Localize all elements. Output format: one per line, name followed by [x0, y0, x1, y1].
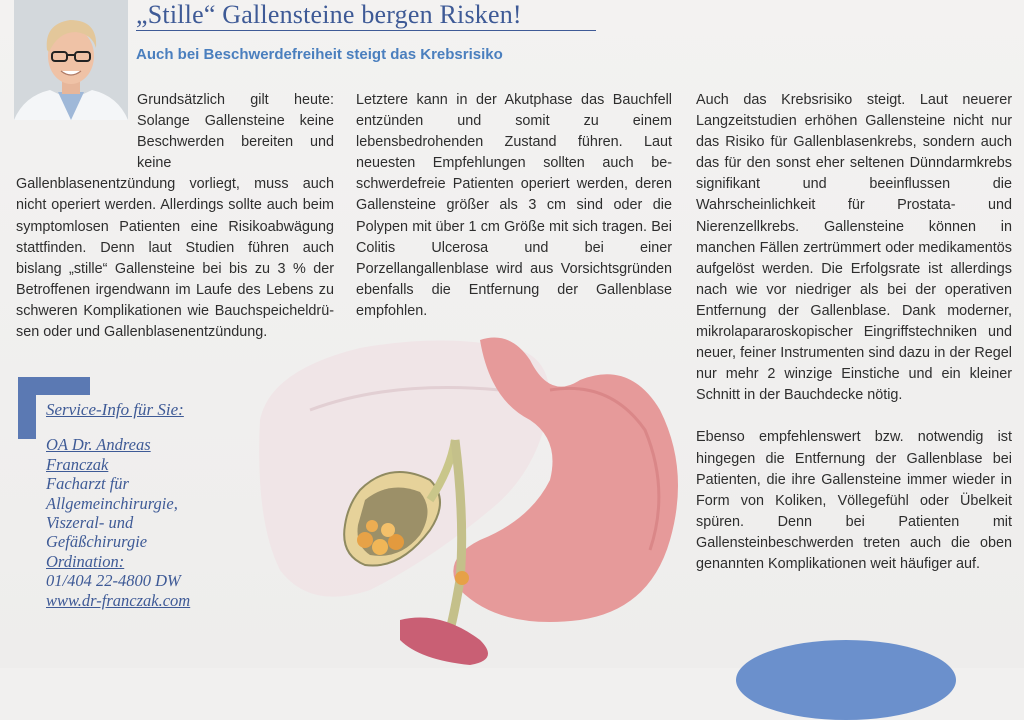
doctor-name-line2: Franczak: [46, 454, 109, 474]
gallbladder-illustration: [250, 320, 700, 668]
website-link[interactable]: www.dr-franczak.com: [46, 590, 191, 610]
decorative-blue-shape: [736, 640, 956, 720]
article-title: „Stille“ Gallensteine bergen Risken!: [136, 0, 522, 29]
text-column-2: [356, 90, 672, 322]
service-info-box: [46, 400, 246, 610]
text-column-1: [16, 90, 334, 343]
doctor-role-line1: Facharzt für: [46, 474, 129, 494]
body-paragraph: Ebenso empfehlenswert bzw. notwendig ist hingegen die Entfernung der Gallenblase bei Patienten, die ihre Gallensteine immer wieder in Form von Koliken, Völlegefühl oder Übelkeit spüren. Denn bei Patienten mit Gallensteinbeschwerden treten auch die oben genannten Komplikationen weit häufiger auf.: [696, 429, 1012, 572]
doctor-role-line2: Allgemeinchirurgie,: [46, 493, 178, 513]
doctor-name-line1: OA Dr. Andreas: [46, 435, 151, 455]
doctor-role-line4: Gefäßchirurgie: [46, 532, 148, 552]
ordination-label: Ordination:: [46, 551, 125, 571]
service-heading: Service-Info für Sie:: [46, 400, 184, 419]
phone-number[interactable]: 01/404 22-4800 DW: [46, 571, 181, 591]
doctor-role-line3: Viszeral- und: [46, 513, 134, 533]
service-accent-bar-side: [18, 377, 36, 439]
article-subtitle: Auch bei Beschwerdefreiheit steigt das Krebsrisiko: [136, 46, 503, 63]
text-column-3: [696, 90, 1012, 575]
body-paragraph: Auch das Krebsrisiko steigt. Laut neuerer Langzeitstudien erhöhen Gallensteine nicht nur das Risiko für Gallenblasenkrebs, sondern auch das für den sonst eher seltenen Dünndarmkrebs signifikant und beeinflussen die Wahrscheinlichkeit für Prostata- und Nierenzellkrebs. Gallensteine können in manchen Fällen zertrümmert oder medikamentös aufgelöst werden. Die Erfolgsrate ist allerdings nach wie vor niedriger als bei der operativen Entfernung der Gallenblase. Dank moderner, mikrolapararoskopischer Eingriffstechniken und neuer, feiner Instrumenten sind dazu in der Regel nur mehr 2 winzige Einstiche und ein kleiner Schnitt in der Bauchdecke nötig.: [696, 92, 1012, 404]
body-paragraph: Grundsätzlich gilt heute: Solange Gallensteine keine Beschwerden bereiten und keine Gallenblasenentzündung vorliegt, muss auch nicht operiert werden. Allerdings sollte auch beim symptomlosen Patienten eine Risikoabwägung stattfinden. Denn laut Studien führen auch bislang „stille“ Gallensteine bei bis zu 3 % der Betroffenen irgendwann im Laufe des Lebens zu schweren Komplikationen wie Bauchspeicheldrüsen oder und Gallenblasenentzündung.: [16, 92, 334, 341]
body-paragraph: Letztere kann in der Akutphase das Bauchfell entzünden und somit zu einem lebensbedrohenden Zustand führen. Laut neuesten Empfehlungen sollten auch beschwerdefreie Patienten operiert werden, deren Gallensteine größer als 3 cm sind oder die Polypen mit über 1 cm Größe mit sich tragen. Bei Colitis Ulcerosa und bei einer Porzellangallenblase wird aus Vorsichtsgründen ebenfalls die Entfernung der Gallenblase empfohlen.: [356, 92, 672, 319]
title-underline: [136, 30, 596, 31]
